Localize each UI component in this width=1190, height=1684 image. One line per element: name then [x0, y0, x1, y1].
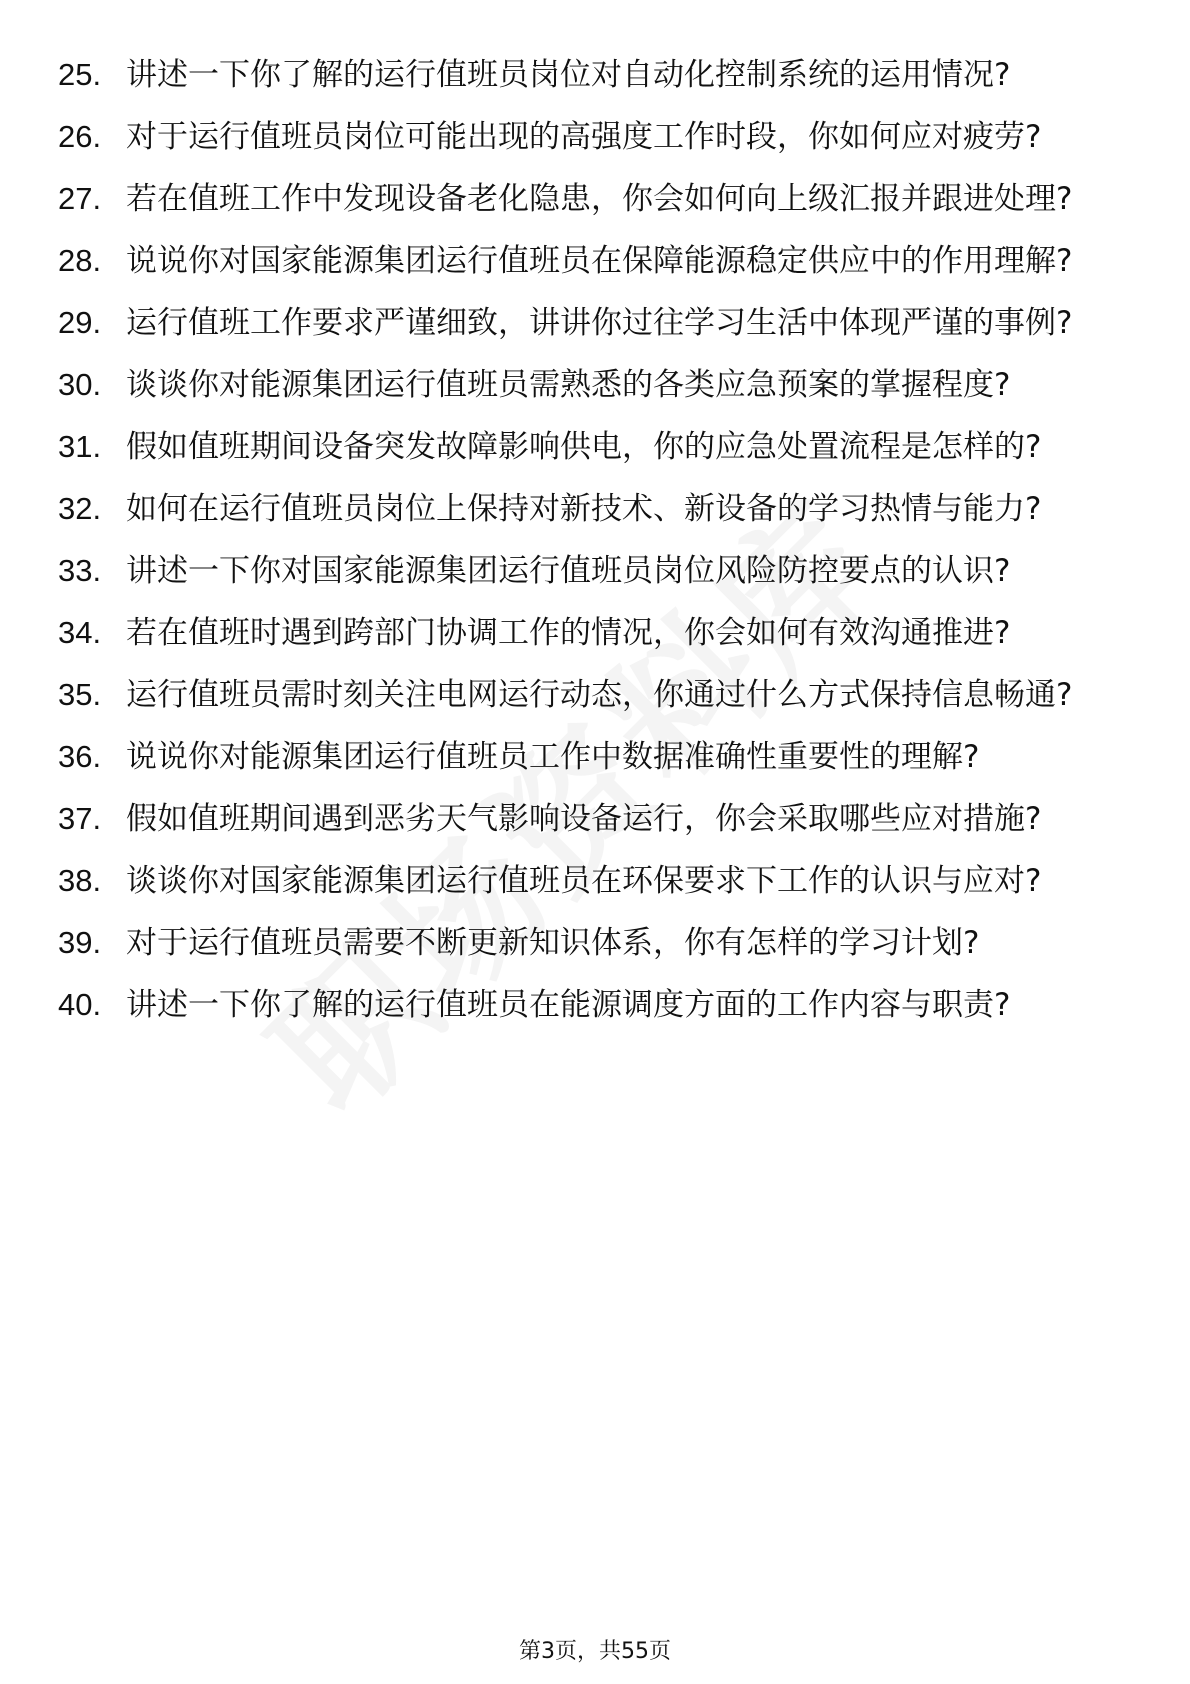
question-number: 30.	[58, 367, 102, 402]
question-text: 对于运行值班员岗位可能出现的高强度工作时段，你如何应对疲劳?	[126, 119, 1042, 155]
list-item	[58, 488, 1118, 530]
list-item	[58, 302, 1118, 344]
question-text: 如何在运行值班员岗位上保持对新技术、新设备的学习热情与能力?	[126, 491, 1042, 527]
question-text: 谈谈你对国家能源集团运行值班员在环保要求下工作的认识与应对?	[126, 863, 1042, 899]
question-number: 25.	[58, 57, 102, 92]
question-text: 假如值班期间设备突发故障影响供电，你的应急处置流程是怎样的?	[126, 429, 1042, 465]
question-number: 27.	[58, 181, 102, 216]
question-number: 37.	[58, 801, 102, 836]
question-text: 讲述一下你了解的运行值班员岗位对自动化控制系统的运用情况?	[126, 57, 1011, 93]
question-text: 假如值班期间遇到恶劣天气影响设备运行，你会采取哪些应对措施?	[126, 801, 1042, 837]
question-number: 32.	[58, 491, 102, 526]
question-text: 谈谈你对能源集团运行值班员需熟悉的各类应急预案的掌握程度?	[126, 367, 1011, 403]
question-number: 28.	[58, 243, 102, 278]
question-text: 讲述一下你对国家能源集团运行值班员岗位风险防控要点的认识?	[126, 553, 1011, 589]
question-list	[58, 54, 1118, 1046]
question-text: 说说你对能源集团运行值班员工作中数据准确性重要性的理解?	[126, 739, 980, 775]
question-number: 36.	[58, 739, 102, 774]
question-number: 35.	[58, 677, 102, 712]
question-number: 38.	[58, 863, 102, 898]
list-item	[58, 364, 1118, 406]
list-item	[58, 240, 1118, 282]
list-item	[58, 178, 1118, 220]
list-item	[58, 860, 1118, 902]
question-text: 讲述一下你了解的运行值班员在能源调度方面的工作内容与职责?	[126, 987, 1011, 1023]
list-item	[58, 612, 1118, 654]
question-text: 运行值班员需时刻关注电网运行动态，你通过什么方式保持信息畅通?	[126, 677, 1073, 713]
page-footer: 第3页，共55页	[519, 1639, 671, 1664]
list-item	[58, 54, 1118, 96]
list-item	[58, 550, 1118, 592]
question-number: 29.	[58, 305, 102, 340]
list-item	[58, 674, 1118, 716]
question-text: 运行值班工作要求严谨细致，讲讲你过往学习生活中体现严谨的事例?	[126, 305, 1073, 341]
question-text: 对于运行值班员需要不断更新知识体系，你有怎样的学习计划?	[126, 925, 980, 961]
question-number: 40.	[58, 987, 102, 1022]
question-text: 若在值班时遇到跨部门协调工作的情况，你会如何有效沟通推进?	[126, 615, 1011, 651]
list-item	[58, 798, 1118, 840]
question-text: 若在值班工作中发现设备老化隐患，你会如何向上级汇报并跟进处理?	[126, 181, 1073, 217]
list-item	[58, 116, 1118, 158]
question-number: 34.	[58, 615, 102, 650]
question-number: 31.	[58, 429, 102, 464]
question-number: 26.	[58, 119, 102, 154]
question-number: 39.	[58, 925, 102, 960]
question-number: 33.	[58, 553, 102, 588]
question-text: 说说你对国家能源集团运行值班员在保障能源稳定供应中的作用理解?	[126, 243, 1073, 279]
list-item	[58, 984, 1118, 1026]
list-item	[58, 736, 1118, 778]
list-item	[58, 922, 1118, 964]
list-item	[58, 426, 1118, 468]
